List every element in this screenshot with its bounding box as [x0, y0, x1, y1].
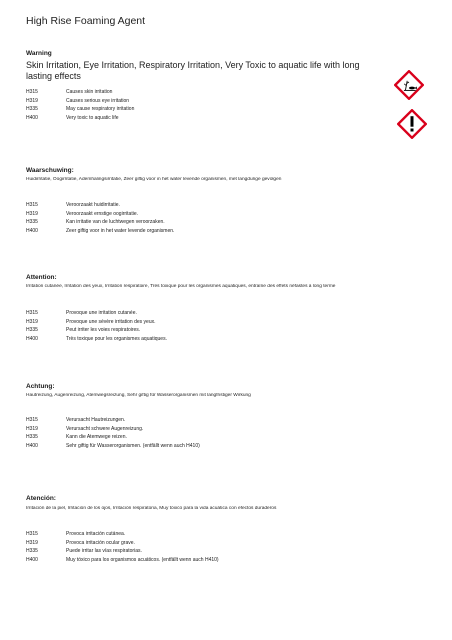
statement-row	[26, 97, 134, 106]
hazard-code: H319	[26, 539, 38, 546]
hazard-code: H315	[26, 310, 38, 316]
statement-row	[26, 309, 167, 318]
statement-row	[26, 442, 200, 451]
document-title: High Rise Foaming Agent	[26, 15, 146, 27]
statement-row	[26, 416, 200, 425]
statement-row	[26, 530, 219, 539]
dutch-statements	[26, 201, 174, 235]
hazard-code: H319	[26, 210, 38, 217]
hazard-text: Provoca irritación cutánea.	[66, 531, 126, 537]
english-statements	[26, 88, 134, 122]
hazard-text: Causes serious eye irritation	[66, 97, 130, 104]
statement-row	[26, 201, 174, 210]
statement-row	[26, 326, 167, 335]
statement-row	[26, 227, 174, 236]
statement-row	[26, 218, 174, 227]
warning-heading: Warning	[26, 50, 52, 57]
hazard-text: Kan irritatie van de luchtwegen veroorzaken.	[66, 219, 165, 225]
german-heading: Achtung:	[26, 383, 55, 390]
spanish-heading: Atención:	[26, 495, 56, 502]
statement-row	[26, 114, 134, 123]
hazard-code: H319	[26, 97, 38, 104]
statement-row	[26, 433, 200, 442]
warning-subtitle: Skin Irritation, Eye Irritation, Respiratory Irritation, Very Toxic to aquatic life with long lasting effects	[26, 60, 360, 81]
hazard-code: H335	[26, 548, 38, 554]
hazard-code: H335	[26, 219, 38, 225]
hazard-text: Veroorzaakt huidirritatie.	[66, 202, 120, 208]
hazard-code: H319	[26, 425, 38, 432]
hazard-text: Muy tóxico para los organismos acuáticos. (entfällt wenn auch H410)	[66, 556, 219, 563]
dutch-heading: Waarschuwing:	[26, 167, 74, 174]
hazard-text: May cause respiratory irritation	[66, 106, 135, 112]
statement-row	[26, 425, 200, 434]
statement-row	[26, 335, 167, 344]
statement-row	[26, 210, 174, 219]
hazard-text: Provoca irritación ocular grave.	[66, 539, 135, 546]
hazard-code: H319	[26, 318, 38, 325]
hazard-code: H315	[26, 202, 38, 208]
statement-row	[26, 105, 134, 114]
statement-row	[26, 539, 219, 548]
hazard-code: H335	[26, 106, 38, 112]
statement-row	[26, 88, 134, 97]
hazard-text: Zeer giftig voor in het water levende organismen.	[66, 227, 175, 234]
spanish-subtitle: Irritación de la piel, Irritación de los ojos, Irritación respiratoria, Muy tóxico para la vida acuática con efectos duraderos	[26, 506, 277, 511]
hazard-text: Provoque une sévère irritation des yeux.	[66, 318, 156, 325]
french-statements	[26, 309, 167, 343]
hazard-text: Very toxic to aquatic life	[66, 114, 119, 121]
hazard-code: H400	[26, 442, 38, 449]
german-subtitle: Hautreizung, Augenreizung, Atemwegsreizung, Sehr giftig für Wasserorganismen mit langfristiger Wirkung	[26, 393, 251, 398]
hazard-text: Veroorzaakt ernstige oogirritatie.	[66, 210, 138, 217]
hazard-code: H335	[26, 327, 38, 333]
french-subtitle: Irritation cutanée, Irritation des yeux, Irritation respiratoire, Très toxique pour les organismes aquatiques, entraîne des effets néfastes à long terme	[26, 284, 336, 289]
hazard-code: H400	[26, 227, 38, 234]
hazard-text: Sehr giftig für Wasserorganismen. (entfällt wenn auch H410)	[66, 442, 200, 449]
german-statements	[26, 416, 200, 450]
hazard-text: Provoque une irritation cutanée.	[66, 310, 137, 316]
hazard-code: H400	[26, 556, 38, 563]
exclamation-mark-icon	[397, 109, 427, 139]
hazard-code: H315	[26, 531, 38, 537]
spanish-statements	[26, 530, 219, 564]
hazard-code: H400	[26, 114, 38, 121]
french-heading: Attention:	[26, 274, 57, 281]
hazard-code: H315	[26, 417, 38, 423]
hazard-text: Verursacht Hautreizungen.	[66, 417, 126, 423]
hazard-text: Peut irriter les voies respiratoires.	[66, 327, 141, 333]
statement-row	[26, 318, 167, 327]
hazard-text: Puede irritar las vías respiratorias.	[66, 548, 142, 554]
hazard-code: H335	[26, 434, 38, 440]
hazard-text: Verursacht schwere Augenreizung.	[66, 425, 144, 432]
environment-hazard-icon	[394, 70, 424, 100]
hazard-text: Causes skin irritation	[66, 89, 113, 95]
statement-row	[26, 547, 219, 556]
hazard-code: H315	[26, 89, 38, 95]
hazard-text: Kann die Atemwege reizen.	[66, 434, 127, 440]
hazard-text: Très toxique pour les organismes aquatiques.	[66, 335, 167, 342]
hazard-code: H400	[26, 335, 38, 342]
statement-row	[26, 556, 219, 565]
dutch-subtitle: Huidirritatie, Oogirritatie, Ademhalingsirritatie, Zeer giftig voor in het water levende organismen, met langdurige gevolgen	[26, 177, 282, 182]
